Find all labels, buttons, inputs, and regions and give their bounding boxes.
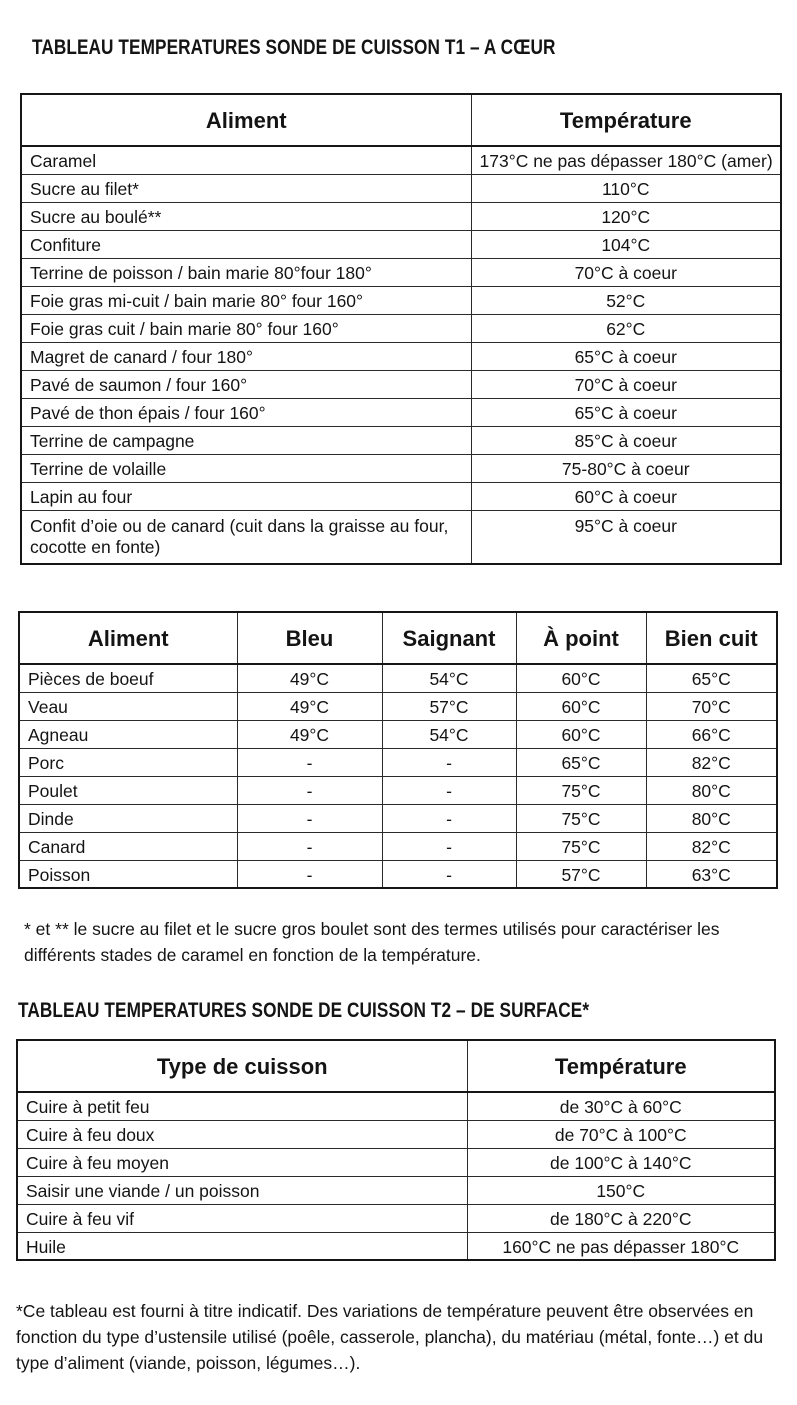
cooking-type-cell: Huile <box>17 1232 467 1260</box>
table-row <box>19 832 777 860</box>
food-cell: Magret de canard / four 180° <box>21 342 471 370</box>
column-header: Bien cuit <box>646 612 777 664</box>
temperature-cell: 110°C <box>471 174 781 202</box>
temperature-cell: 65°C à coeur <box>471 342 781 370</box>
table-row <box>21 146 781 174</box>
t2-title: TABLEAU TEMPERATURES SONDE DE CUISSON T2 – DE SURFACE* <box>18 999 590 1022</box>
table-row <box>21 370 781 398</box>
temperature-cell: de 180°C à 220°C <box>467 1204 775 1232</box>
food-cell: Pavé de thon épais / four 160° <box>21 398 471 426</box>
table-row <box>21 454 781 482</box>
food-cell: Confit d’oie ou de canard (cuit dans la graisse au four, cocotte en fonte) <box>21 510 471 564</box>
a-point-cell: 60°C <box>516 692 646 720</box>
column-header: Aliment <box>19 612 237 664</box>
bien-cuit-cell: 66°C <box>646 720 777 748</box>
table-row <box>17 1176 775 1204</box>
food-cell: Porc <box>19 748 237 776</box>
temperature-cell: de 100°C à 140°C <box>467 1148 775 1176</box>
table-row <box>21 426 781 454</box>
bleu-cell: - <box>237 832 382 860</box>
table-row <box>19 776 777 804</box>
a-point-cell: 57°C <box>516 860 646 888</box>
table-row <box>17 1204 775 1232</box>
cooking-type-cell: Cuire à feu doux <box>17 1120 467 1148</box>
food-cell: Poulet <box>19 776 237 804</box>
temperature-cell: 75-80°C à coeur <box>471 454 781 482</box>
temperature-cell: 70°C à coeur <box>471 370 781 398</box>
food-cell: Pavé de saumon / four 160° <box>21 370 471 398</box>
temperature-cell: 62°C <box>471 314 781 342</box>
bleu-cell: - <box>237 804 382 832</box>
bien-cuit-cell: 80°C <box>646 804 777 832</box>
bleu-cell: - <box>237 776 382 804</box>
column-header: Saignant <box>382 612 516 664</box>
table-row <box>19 720 777 748</box>
bien-cuit-cell: 82°C <box>646 832 777 860</box>
table-row <box>21 314 781 342</box>
table-row <box>21 398 781 426</box>
bleu-cell: 49°C <box>237 692 382 720</box>
table-header-row <box>21 94 781 146</box>
temperature-cell: de 70°C à 100°C <box>467 1120 775 1148</box>
bien-cuit-cell: 65°C <box>646 664 777 692</box>
saignant-cell: - <box>382 776 516 804</box>
column-header: À point <box>516 612 646 664</box>
saignant-cell: 57°C <box>382 692 516 720</box>
bien-cuit-cell: 80°C <box>646 776 777 804</box>
t1-title: TABLEAU TEMPERATURES SONDE DE CUISSON T1 – A CŒUR <box>32 36 556 59</box>
table-row <box>19 804 777 832</box>
surface-temperature-table <box>16 1039 776 1261</box>
table-row <box>21 482 781 510</box>
column-header: Température <box>471 94 781 146</box>
table-header-row <box>17 1040 775 1092</box>
table-row <box>17 1120 775 1148</box>
cooking-type-cell: Cuire à feu vif <box>17 1204 467 1232</box>
a-point-cell: 65°C <box>516 748 646 776</box>
temperature-cell: 104°C <box>471 230 781 258</box>
table-row <box>19 748 777 776</box>
bien-cuit-cell: 63°C <box>646 860 777 888</box>
food-cell: Lapin au four <box>21 482 471 510</box>
a-point-cell: 60°C <box>516 720 646 748</box>
table-row <box>21 342 781 370</box>
food-cell: Sucre au boulé** <box>21 202 471 230</box>
cooking-type-cell: Cuire à feu moyen <box>17 1148 467 1176</box>
food-cell: Terrine de campagne <box>21 426 471 454</box>
bleu-cell: - <box>237 748 382 776</box>
food-cell: Canard <box>19 832 237 860</box>
table-row <box>17 1148 775 1176</box>
a-point-cell: 75°C <box>516 776 646 804</box>
food-cell: Veau <box>19 692 237 720</box>
temperature-cell: 85°C à coeur <box>471 426 781 454</box>
a-point-cell: 60°C <box>516 664 646 692</box>
food-cell: Sucre au filet* <box>21 174 471 202</box>
column-header: Type de cuisson <box>17 1040 467 1092</box>
disclaimer-footnote: *Ce tableau est fourni à titre indicatif. Des variations de température peuvent être observées en fonction du type d’ustensile utilisé (poêle, casserole, plancha), du matériau (métal, fonte…) et du type d’aliment (viande, poisson, légumes…). <box>16 1301 764 1373</box>
cooking-type-cell: Saisir une viande / un poisson <box>17 1176 467 1204</box>
food-cell: Poisson <box>19 860 237 888</box>
sugar-footnote: * et ** le sucre au filet et le sucre gros boulet sont des termes utilisés pour caractériser les différents stades de caramel en fonction de la température. <box>24 919 720 965</box>
bleu-cell: - <box>237 860 382 888</box>
saignant-cell: 54°C <box>382 720 516 748</box>
saignant-cell: - <box>382 832 516 860</box>
food-cell: Caramel <box>21 146 471 174</box>
temperature-cell: 120°C <box>471 202 781 230</box>
temperature-cell: 173°C ne pas dépasser 180°C (amer) <box>471 146 781 174</box>
column-header: Aliment <box>21 94 471 146</box>
table-row <box>17 1232 775 1260</box>
temperature-cell: 150°C <box>467 1176 775 1204</box>
temperature-cell: 70°C à coeur <box>471 258 781 286</box>
food-cell: Terrine de poisson / bain marie 80°four 180° <box>21 258 471 286</box>
temperature-cell: de 30°C à 60°C <box>467 1092 775 1120</box>
temperature-cell: 52°C <box>471 286 781 314</box>
temperature-cell: 160°C ne pas dépasser 180°C <box>467 1232 775 1260</box>
column-header: Température <box>467 1040 775 1092</box>
food-cell: Pièces de boeuf <box>19 664 237 692</box>
core-temperature-table <box>20 93 782 565</box>
table-row <box>21 174 781 202</box>
cooking-type-cell: Cuire à petit feu <box>17 1092 467 1120</box>
food-cell: Foie gras cuit / bain marie 80° four 160° <box>21 314 471 342</box>
temperature-cell: 60°C à coeur <box>471 482 781 510</box>
table-row <box>21 510 781 564</box>
a-point-cell: 75°C <box>516 832 646 860</box>
table-header-row <box>19 612 777 664</box>
table-row <box>21 202 781 230</box>
saignant-cell: - <box>382 804 516 832</box>
food-cell: Terrine de volaille <box>21 454 471 482</box>
food-cell: Dinde <box>19 804 237 832</box>
bleu-cell: 49°C <box>237 720 382 748</box>
table-row <box>19 860 777 888</box>
table-row <box>21 258 781 286</box>
saignant-cell: - <box>382 860 516 888</box>
table-row <box>21 230 781 258</box>
food-cell: Agneau <box>19 720 237 748</box>
food-cell: Foie gras mi-cuit / bain marie 80° four 160° <box>21 286 471 314</box>
temperature-cell: 65°C à coeur <box>471 398 781 426</box>
table-row <box>21 286 781 314</box>
column-header: Bleu <box>237 612 382 664</box>
meat-doneness-table <box>18 611 778 889</box>
table-row <box>17 1092 775 1120</box>
bien-cuit-cell: 70°C <box>646 692 777 720</box>
saignant-cell: - <box>382 748 516 776</box>
table-row <box>19 664 777 692</box>
food-cell: Confiture <box>21 230 471 258</box>
bien-cuit-cell: 82°C <box>646 748 777 776</box>
table-row <box>19 692 777 720</box>
temperature-cell: 95°C à coeur <box>471 510 781 564</box>
a-point-cell: 75°C <box>516 804 646 832</box>
saignant-cell: 54°C <box>382 664 516 692</box>
bleu-cell: 49°C <box>237 664 382 692</box>
